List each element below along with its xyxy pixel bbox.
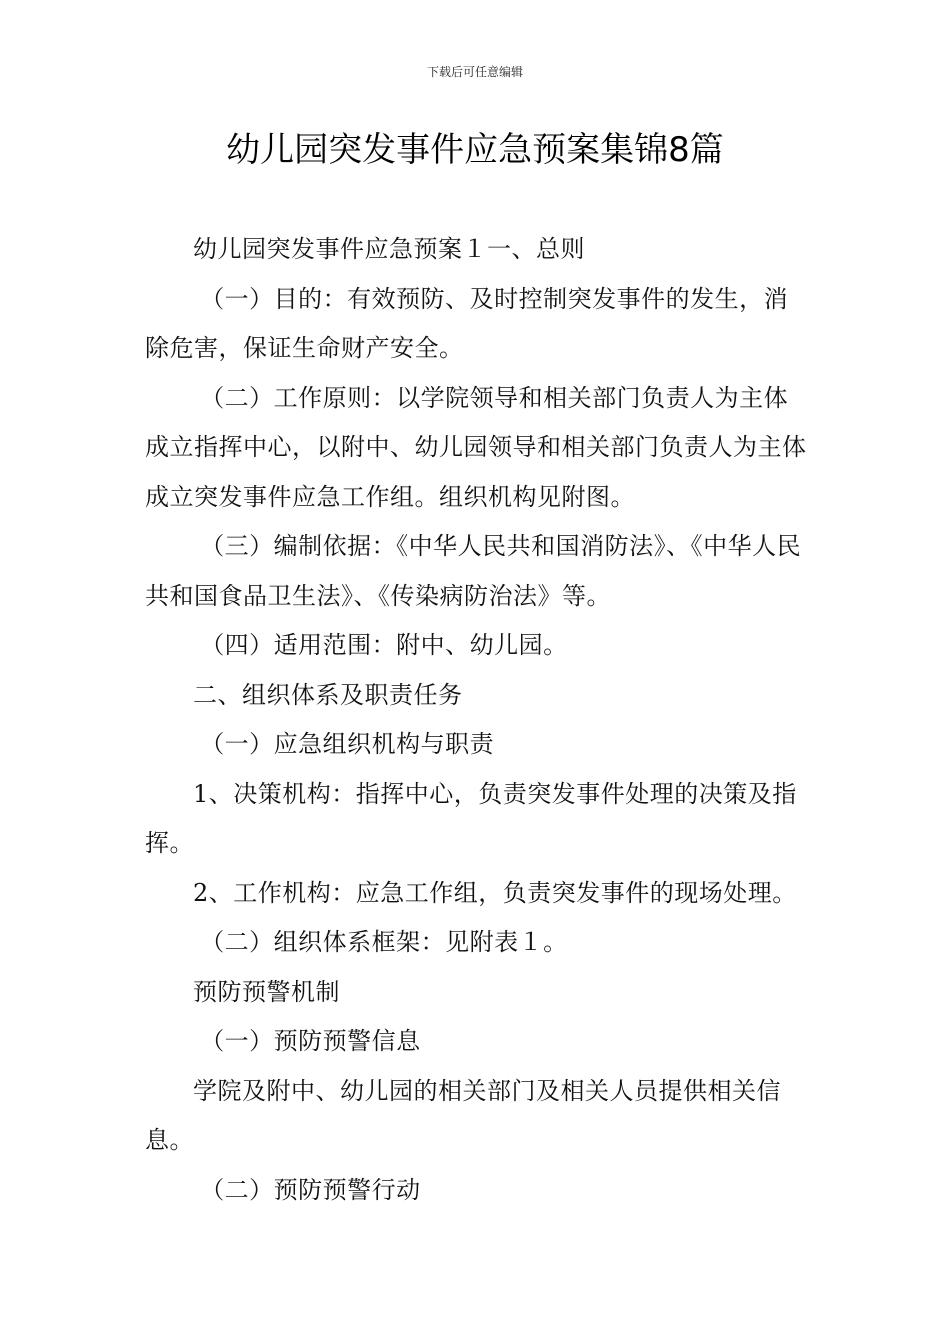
paragraph-working-body: 2、工作机构：应急工作组，负责突发事件的现场处理。: [193, 878, 797, 907]
paragraph-warning-info: （一）预防预警信息: [200, 1027, 421, 1055]
document-title: 幼儿园突发事件应急预案集锦8篇: [226, 130, 724, 170]
paragraph-section-prevention: 预防预警机制: [193, 977, 340, 1006]
paragraph-section-general: 幼儿园突发事件应急预案１一、总则: [193, 235, 585, 263]
document-body: [145, 225, 810, 1215]
paragraph-framework: （二）组织体系框架：见附表１。: [200, 928, 568, 956]
header-note: 下载后可任意编辑: [426, 65, 523, 79]
paragraph-emergency-org: （一）应急组织机构与职责: [200, 730, 495, 758]
paragraph-basis: （三）编制依据：《中华人民共和国消防法》、《中华人民共和国食品卫生法》、《传染病防治法》等。: [145, 532, 802, 610]
paragraph-purpose: （一）目的：有效预防、及时控制突发事件的发生，消除危害，保证生命财产安全。: [145, 284, 789, 362]
paragraph-info-sources: 学院及附中、幼儿园的相关部门及相关人员提供相关信息。: [145, 1076, 781, 1154]
paragraph-decision-body: 1、决策机构：指挥中心，负责突发事件处理的决策及指挥。: [145, 779, 797, 857]
paragraph-warning-action: （二）预防预警行动: [200, 1175, 421, 1204]
paragraph-scope: （四）适用范围：附中、幼儿园。: [200, 631, 568, 659]
paragraph-work-principle: （二）工作原则：以学院领导和相关部门负责人为主体成立指挥中心，以附中、幼儿园领导和相关部门负责人为主体成立突发事件应急工作组。组织机构见附图。: [145, 383, 807, 511]
paragraph-section-organization: 二、组织体系及职责任务: [193, 680, 463, 709]
